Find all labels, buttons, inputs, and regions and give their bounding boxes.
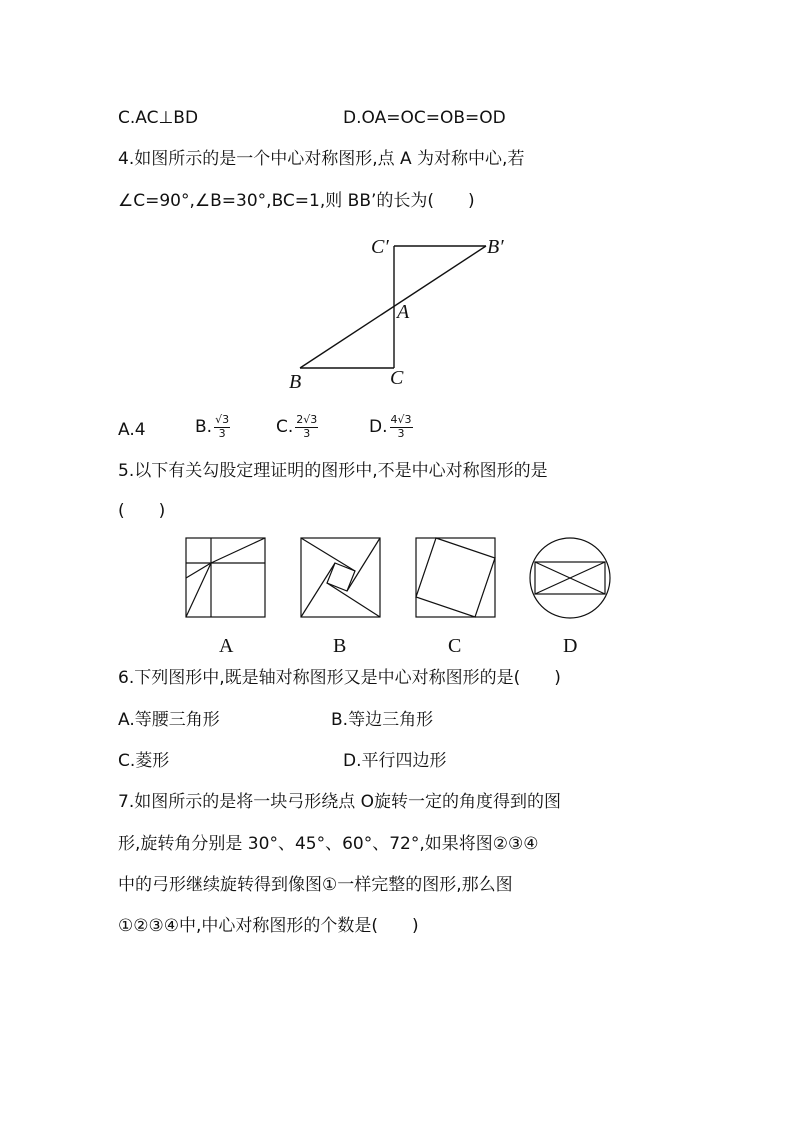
q7-stem-line4: ①②③④中,中心对称图形的个数是( ) — [118, 916, 419, 936]
q4-option-c-prefix: C. — [276, 417, 294, 438]
label-a: A — [397, 301, 410, 323]
q5-figure-c — [416, 538, 495, 617]
q4-option-d-fraction — [390, 414, 413, 440]
q5-stem-line2: ( ) — [118, 501, 166, 521]
label-b-prime: B′ — [487, 236, 504, 258]
q4-option-b-denominator: 3 — [218, 426, 226, 440]
q4-option-c-denominator: 3 — [303, 426, 311, 440]
q6-option-d: D.平行四边形 — [343, 751, 447, 771]
label-c: C — [390, 367, 404, 389]
q6-option-a: A.等腰三角形 — [118, 710, 220, 730]
q3-option-c: C.AC⊥BD — [118, 108, 199, 128]
segment-b-bprime — [300, 246, 486, 368]
q5-label-d: D — [563, 635, 578, 657]
q4-option-c-numerator: 2√3 — [296, 413, 318, 426]
q7-stem-line1: 7.如图所示的是将一块弓形绕点 O旋转一定的角度得到的图 — [118, 792, 562, 812]
q5-label-b: B — [333, 635, 347, 657]
q3-option-d: D.OA=OC=OB=OD — [343, 108, 506, 128]
q4-option-b — [195, 414, 230, 440]
q4-option-d — [369, 414, 413, 440]
q4-option-d-prefix: D. — [369, 417, 388, 438]
q6-option-b: B.等边三角形 — [331, 710, 434, 730]
q5-figure-d — [530, 538, 610, 618]
q7-stem-line3: 中的弓形继续旋转得到像图①一样完整的图形,那么图 — [118, 875, 513, 895]
q6-option-c: C.菱形 — [118, 751, 170, 771]
q4-option-c — [276, 414, 318, 440]
q5-figure-b — [301, 538, 380, 617]
q7-stem-line2: 形,旋转角分别是 30°、45°、60°、72°,如果将图②③④ — [118, 834, 539, 854]
q5-stem-line1: 5.以下有关勾股定理证明的图形中,不是中心对称图形的是 — [118, 461, 548, 481]
label-b: B — [289, 371, 302, 393]
q4-option-b-fraction — [214, 414, 230, 440]
q4-option-b-numerator: √3 — [215, 413, 230, 426]
q4-stem-line2: ∠C=90°,∠B=30°,BC=1,则 BB’的长为( ) — [118, 191, 475, 211]
q5-label-c: C — [448, 635, 462, 657]
q4-option-a: A.4 — [118, 420, 146, 440]
label-c-prime: C′ — [371, 236, 389, 258]
q4-option-d-denominator: 3 — [397, 426, 405, 440]
q4-option-d-numerator: 4√3 — [390, 413, 412, 426]
q6-stem: 6.下列图形中,既是轴对称图形又是中心对称图形的是( ) — [118, 668, 561, 688]
q5-label-a: A — [219, 635, 234, 657]
q4-option-b-prefix: B. — [195, 417, 213, 438]
q5-figure-a — [186, 538, 265, 617]
q4-option-c-fraction — [295, 414, 318, 440]
q4-stem-line1: 4.如图所示的是一个中心对称图形,点 A 为对称中心,若 — [118, 149, 525, 169]
